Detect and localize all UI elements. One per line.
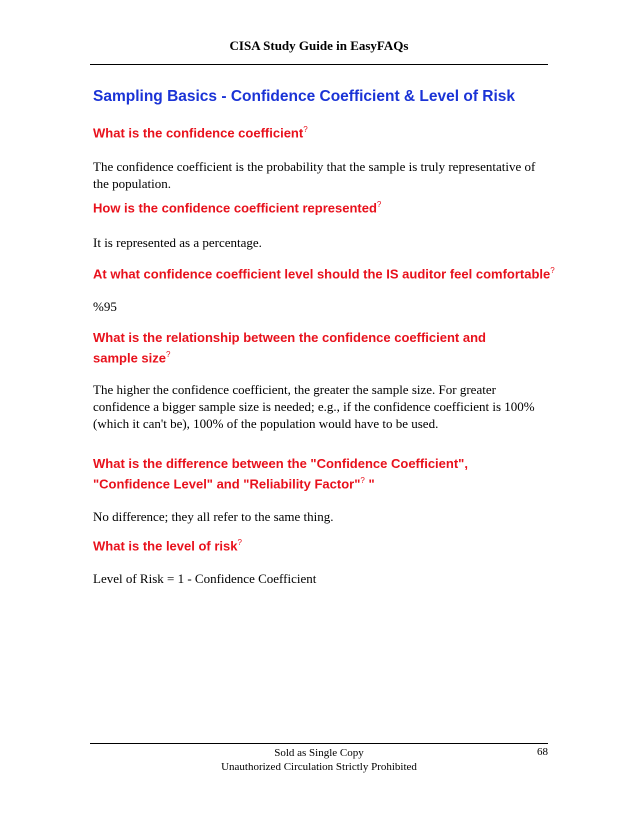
answer-3: %95 bbox=[93, 298, 117, 314]
header-rule bbox=[90, 64, 548, 65]
question-4 bbox=[93, 329, 523, 366]
question-mark: ? bbox=[303, 125, 308, 134]
question-6 bbox=[93, 534, 545, 554]
question-mark: ? bbox=[166, 349, 171, 359]
answer-6: Level of Risk = 1 - Confidence Coefficient bbox=[93, 570, 317, 586]
question-3 bbox=[93, 262, 555, 282]
question-5 bbox=[93, 455, 533, 492]
question-4-text: What is the relationship between the confidence coefficient and sample size bbox=[93, 329, 486, 366]
answer-4: The higher the confidence coefficient, the greater the sample size. For greater confidence a bigger sample size is needed; e.g., if the confidence coefficient is 100% (which it can't be), 100% of the population would have to be used. bbox=[93, 382, 535, 432]
question-2 bbox=[93, 196, 545, 216]
footer-line-1: Sold as Single Copy bbox=[274, 747, 364, 759]
question-6-text: What is the level of risk bbox=[93, 537, 238, 553]
question-1-text: What is the confidence coefficient bbox=[93, 125, 304, 141]
question-1 bbox=[93, 121, 545, 141]
page-number: 68 bbox=[537, 746, 548, 758]
question-2-text: How is the confidence coefficient represented bbox=[93, 200, 377, 216]
footer-rule bbox=[90, 743, 548, 744]
section-title: Sampling Basics - Confidence Coefficient & Level of Risk bbox=[93, 88, 516, 105]
answer-5: No difference; they all refer to the same thing. bbox=[93, 508, 334, 524]
question-mark: ? bbox=[376, 200, 382, 210]
question-5-text: What is the difference between the "Confidence Coefficient", "Confidence Level" and "Reliability Factor" bbox=[93, 456, 468, 492]
page-content bbox=[93, 88, 555, 587]
answer-1: The confidence coefficient is the probability that the sample is truly representative of the population. bbox=[93, 159, 536, 192]
question-3-text: At what confidence coefficient level should the IS auditor feel comfortable bbox=[93, 265, 551, 281]
header-title: CISA Study Guide in EasyFAQs bbox=[229, 38, 409, 53]
question-mark: ? bbox=[360, 476, 365, 486]
footer-line-2: Unauthorized Circulation Strictly Prohibited bbox=[221, 761, 417, 773]
answer-2: It is represented as a percentage. bbox=[93, 234, 262, 250]
question-mark: ? bbox=[237, 537, 242, 547]
closing-quote: " bbox=[368, 476, 375, 492]
question-mark: ? bbox=[550, 265, 555, 275]
